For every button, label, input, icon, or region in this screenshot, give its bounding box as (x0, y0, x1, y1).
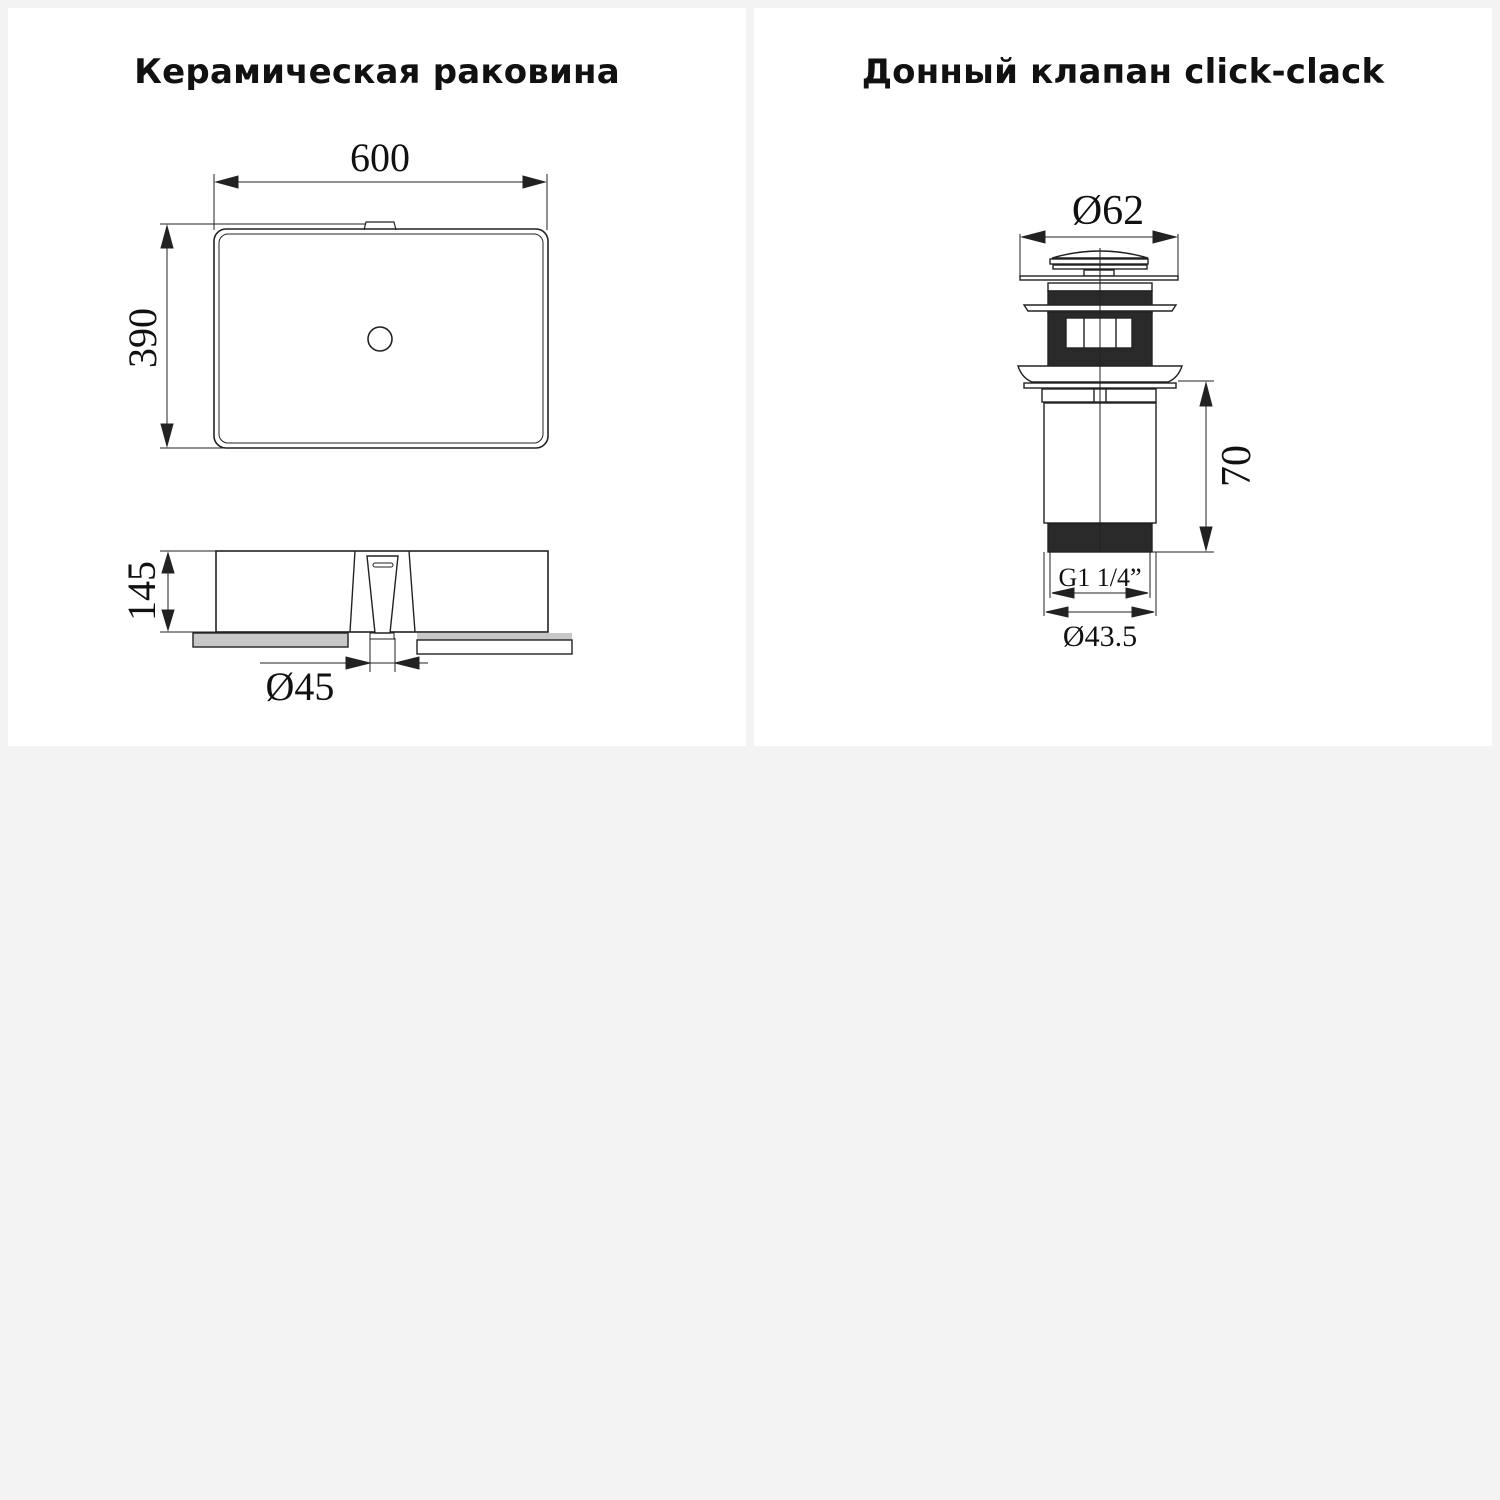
sink-title: Керамическая раковина (134, 52, 620, 92)
length-dimension (1152, 381, 1214, 552)
countertop-right (417, 640, 572, 654)
valve-drawing (754, 8, 1492, 746)
width-label: 600 (350, 135, 410, 180)
depth-label: 390 (120, 308, 165, 368)
height-label: 145 (119, 561, 164, 621)
outer-diameter-label: Ø43.5 (1062, 620, 1138, 653)
thread-label: G1 1/4” (1058, 563, 1142, 592)
valve-body (1018, 248, 1182, 552)
valve-title: Донный клапан click-clack (861, 52, 1385, 92)
height-dimension (160, 551, 216, 632)
drain-label: Ø45 (265, 664, 335, 709)
countertop-right-shade (417, 633, 572, 640)
sink-drawing (8, 8, 746, 746)
depth-dimension (160, 224, 370, 448)
sink-top-view (214, 222, 548, 448)
cap-label: Ø62 (1071, 188, 1145, 234)
sink-side-view (216, 551, 548, 639)
countertop-left (193, 633, 348, 647)
sink-panel (8, 8, 746, 746)
valve-panel (754, 8, 1492, 746)
length-label: 70 (1214, 445, 1260, 487)
